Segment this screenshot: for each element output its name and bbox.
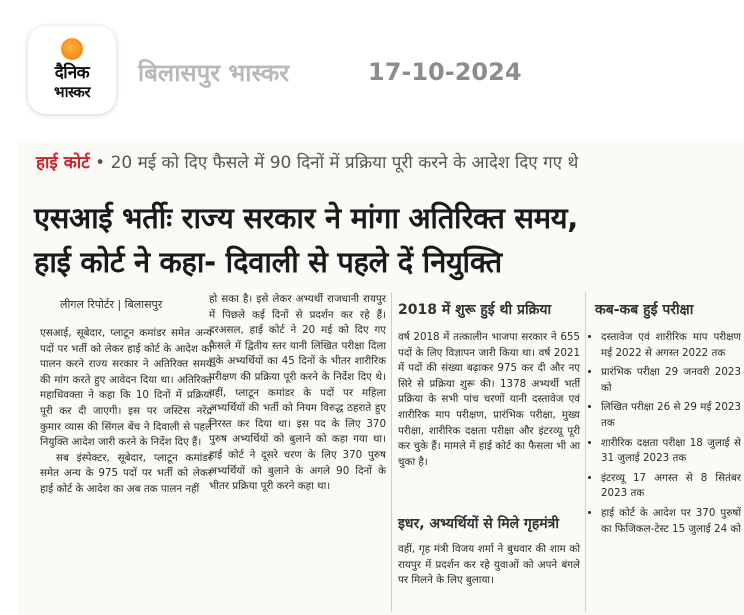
timeline-item: • शारीरिक दक्षता परीक्षा 18 जुलाई से 31 जुलाई 2023 तक — [601, 436, 741, 467]
header — [0, 0, 744, 130]
exam-timeline — [591, 330, 741, 541]
paragraph: वहीं, गृह मंत्री विजय शर्मा ने बुधवार की शाम को रायपुर में प्रदर्शन कर रहे युवाओं को अपने बंगले पर मिलने के लिए बुलाया। — [398, 543, 580, 587]
paragraph: सब इंस्पेक्टर, सूबेदार, प्लाटून कमांडर समेत अन्य के 975 पदों पर भर्ती को लेकर हाई कोर्ट के आदेश का अब तक पालन नहीं — [40, 451, 212, 495]
logo-text-line2: भास्कर — [54, 83, 90, 101]
paragraph: एसआई, सूबेदार, प्लाटून कमांडर समेत अन्य पदों पर भर्ती को लेकर हाई कोर्ट के आदेश का पालन करने राज्य सरकार ने अतिरिक्त समय की मांग करते हुए आवेदन दिया था। अतिरिक्त महाधिवक्ता ने कहा कि 10 दिनों में प्रक्रिया पूरी कर दी जाएगी। इस पर जस्टिस नरेंद्र कुमार व्यास की सिंगल बेंच ने दिवाली से पहले नियुक्ति आदेश जारी करने के निर्देश दिए हैं। — [40, 327, 212, 449]
section-home-minister-text — [398, 542, 580, 589]
sun-icon — [61, 38, 83, 60]
kicker-label: हाई कोर्ट — [36, 153, 90, 173]
section-heading-exam-dates: कब-कब हुई परीक्षा — [595, 302, 694, 318]
column-divider — [585, 292, 586, 612]
byline: लीगल रिपोर्टर | बिलासपुर — [60, 298, 163, 311]
timeline-item: • लिखित परीक्षा 26 से 29 मई 2023 तक — [601, 400, 741, 431]
section-heading-2018: 2018 में शुरू हुई थी प्रक्रिया — [398, 302, 552, 318]
headline-line-1: एसआई भर्तीः राज्य सरकार ने मांगा अतिरिक्त समय, — [34, 201, 578, 235]
timeline-item: • दस्तावेज एवं शारीरिक माप परीक्षण मई 2022 से अगस्त 2022 तक — [601, 330, 741, 361]
edition-name: बिलासपुर भास्कर — [138, 59, 290, 87]
dainik-bhaskar-logo — [28, 26, 116, 114]
timeline-item: • हाई कोर्ट के आदेश पर 370 पुरुषों का फिजिकल-टेस्ट 15 जुलाई 24 को — [601, 506, 741, 537]
body-column-2 — [209, 292, 386, 495]
kicker — [36, 150, 578, 173]
kicker-text: • 20 मई को दिए फैसले में 90 दिनों में प्रक्रिया पूरी करने के आदेश दिए गए थे — [89, 153, 579, 173]
newspaper-clipping — [18, 140, 744, 615]
timeline-item: • इंटरव्यू 17 अगस्त से 8 सितंबर 2023 तक — [601, 471, 741, 502]
timeline-item: • प्रारंभिक परीक्षा 29 जनवरी 2023 को — [601, 365, 741, 396]
section-heading-home-minister: इधर, अभ्यर्थियों से मिले गृहमंत्री — [398, 516, 559, 532]
paragraph: वर्ष 2018 में तत्कालीन भाजपा सरकार ने 655 पदों के लिए विज्ञापन जारी किया था। वर्ष 2021 में पदों की संख्या बढ़ाकर 975 कर दी और नए सिरे से प्रक्रिया शुरू की। 1378 अभ्यर्थी भर्ती प्रक्रिया के सभी पांच चरणों यानी दस्तावेज एवं शारीरिक माप परीक्षण, प्रारंभिक परीक्षा, मुख्य परीक्षा, शारीरिक दक्षता परीक्षा और इंटरव्यू पूरी कर चुके हैं। मामले में हाई कोर्ट का फैसला भी आ चुका है। — [398, 331, 580, 468]
section-2018-text — [398, 330, 580, 470]
headline — [34, 196, 578, 284]
edition-date: 17-10-2024 — [368, 58, 522, 86]
column-divider — [391, 292, 392, 612]
paragraph: हो सका है। इसे लेकर अभ्यर्थी राजधानी रायपुर में पिछले कई दिनों से प्रदर्शन कर रहे हैं। दरअसल, हाई कोर्ट ने 20 मई को दिए गए फैसले में द्वितीय स्तर यानी लिखित परीक्षा दिला चुके अभ्यर्थियों का 45 दिनों के भीतर शारीरिक परीक्षण की प्रक्रिया पूरी करने के निर्देश दिए थे। वहीं, प्लाटून कमांडर के पदों पर महिला अभ्यर्थियों की भर्ती को नियम विरुद्ध ठहराते हुए निरस्त कर दिया था। इस पद के लिए 370 पुरुष अभ्यर्थियों को बुलाने को कहा गया था। हाई कोर्ट ने दूसरे चरण के लिए 370 पुरुष अभ्यर्थियों को बुलाने के अगले 90 दिनों के भीतर प्रक्रिया पूरी करने कहा था। — [209, 293, 386, 493]
body-column-1 — [40, 326, 212, 498]
headline-line-2: हाई कोर्ट ने कहा- दिवाली से पहले दें नियुक्ति — [34, 245, 502, 279]
logo-text-line1: दैनिक — [54, 63, 90, 83]
